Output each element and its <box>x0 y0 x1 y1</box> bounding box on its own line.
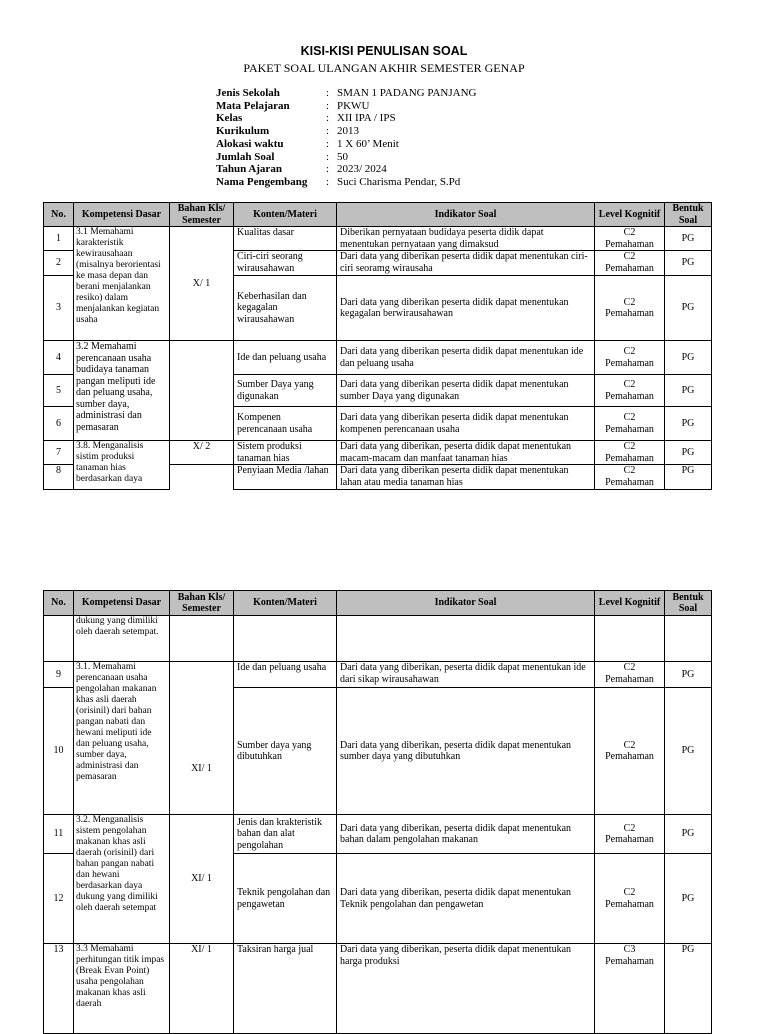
info-row <box>216 87 476 100</box>
indikator-cell: Dari data yang diberikan peserta didik dapat menentukan lahan atau media tanaman hias <box>337 465 595 490</box>
column-header-indikator: Indikator Soal <box>337 591 595 616</box>
info-colon: : <box>326 137 330 150</box>
kd-cell: 3.1. Memahami perencanaan usaha pengolahan makanan khas asli daerah (orisinil) dari bahan pangan nabati dan hewani meliputi ide dan peluang usaha, sumber daya, administrasi dan pemasaran <box>74 662 170 815</box>
kd-cell: 3.8. Menganalisis sistim produksi tanaman hias berdasarkan daya <box>74 441 170 490</box>
info-colon: : <box>326 87 330 99</box>
indikator-cell: Dari data yang diberikan peserta didik dapat menentukan kompenen perencanaan usaha <box>337 407 595 441</box>
row-number: 5 <box>44 375 74 407</box>
row-number: 13 <box>44 944 74 1034</box>
kd-cell: 3.1 Memahami karakteristik kewirausahaan (misalnya berorientasi ke masa depan dan berani menjalankan resiko) dalam menjalankan kegiatan usaha <box>74 227 170 341</box>
row-number: 9 <box>44 662 74 688</box>
indikator-cell: Diberikan pernyataan budidaya peserta didik dapat menentukan pernyataan yang dimaksud <box>337 227 595 251</box>
table-row <box>44 944 712 1034</box>
level-cell <box>595 616 665 662</box>
indikator-cell: Dari data yang diberikan, peserta didik dapat menentukan macam-macam dan manfaat tanaman hias <box>337 441 595 465</box>
info-row <box>216 163 476 176</box>
identity-block <box>216 87 476 189</box>
konten-cell: Ide dan peluang usaha <box>234 341 337 375</box>
row-number: 12 <box>44 854 74 944</box>
level-cell: C2 Pemahaman <box>595 227 665 251</box>
column-header-indikator: Indikator Soal <box>337 203 595 227</box>
indikator-cell: Dari data yang diberikan peserta didik dapat menentukan ide dan peluang usaha <box>337 341 595 375</box>
info-value: SMAN 1 PADANG PANJANG <box>337 87 477 99</box>
info-value: XII IPA / IPS <box>337 112 396 125</box>
column-header-bentuk: Bentuk Soal <box>665 591 712 616</box>
bentuk-cell: PG <box>665 375 712 407</box>
konten-cell: Sistem produksi tanaman hias <box>234 441 337 465</box>
table-row <box>44 441 712 465</box>
bahan-cell: X/ 1 <box>170 227 234 341</box>
row-number: 1 <box>44 227 74 251</box>
info-label: Alokasi waktu <box>216 137 284 150</box>
info-colon: : <box>326 163 330 176</box>
konten-cell: Ide dan peluang usaha <box>234 662 337 688</box>
konten-cell: Sumber daya yang dibutuhkan <box>234 688 337 815</box>
indikator-cell <box>337 616 595 662</box>
info-colon: : <box>326 125 330 138</box>
table-row <box>44 815 712 854</box>
bentuk-cell: PG <box>665 465 712 490</box>
info-colon: : <box>326 112 330 125</box>
bahan-cell <box>170 465 234 490</box>
level-cell: C2 Pemahaman <box>595 375 665 407</box>
info-colon: : <box>326 99 330 112</box>
level-cell: C2 Pemahaman <box>595 341 665 375</box>
row-number: 4 <box>44 341 74 375</box>
column-header-kd: Kompetensi Dasar <box>74 591 170 616</box>
row-number: 11 <box>44 815 74 854</box>
column-header-bahan: Bahan Kls/ Semester <box>170 591 234 616</box>
level-cell: C2 Pemahaman <box>595 854 665 944</box>
column-header-konten: Konten/Materi <box>234 591 337 616</box>
info-row <box>216 100 476 113</box>
bentuk-cell: PG <box>665 815 712 854</box>
info-row <box>216 176 476 189</box>
bentuk-cell: PG <box>665 854 712 944</box>
row-number: 2 <box>44 251 74 276</box>
indikator-cell: Dari data yang diberikan peserta didik dapat menentukan kegagalan berwirausahawan <box>337 276 595 341</box>
grid-table-page-1 <box>43 202 712 490</box>
column-header-no: No. <box>44 203 74 227</box>
konten-cell: Kualitas dasar <box>234 227 337 251</box>
info-label: Nama Pengembang <box>216 175 308 188</box>
bahan-cell: XI/ 1 <box>170 662 234 815</box>
table-row <box>44 227 712 251</box>
column-header-no: No. <box>44 591 74 616</box>
konten-cell: Kompenen perencanaan usaha <box>234 407 337 441</box>
bentuk-cell: PG <box>665 227 712 251</box>
column-header-bentuk: Bentuk Soal <box>665 203 712 227</box>
row-number: 6 <box>44 407 74 441</box>
info-value: 1 X 60’ Menit <box>337 137 399 150</box>
info-label: Jenis Sekolah <box>216 87 280 99</box>
indikator-cell: Dari data yang diberikan, peserta didik dapat menentukan Teknik pengolahan dan pengawetan <box>337 854 595 944</box>
indikator-cell: Dari data yang diberikan peserta didik dapat menentukan ciri-ciri seoramg wirausaha <box>337 251 595 276</box>
document-subtitle: PAKET SOAL ULANGAN AKHIR SEMESTER GENAP <box>243 61 525 75</box>
info-label: Kelas <box>216 112 243 125</box>
table-header-row <box>44 591 712 616</box>
indikator-cell: Dari data yang diberikan, peserta didik dapat menentukan bahan dalam pengolahan makanan <box>337 815 595 854</box>
info-value: 2023/ 2024 <box>337 163 387 176</box>
level-cell: C2 Pemahaman <box>595 688 665 815</box>
level-cell: C2 Pemahaman <box>595 276 665 341</box>
level-cell: C2 Pemahaman <box>595 465 665 490</box>
bentuk-cell <box>665 616 712 662</box>
row-number <box>44 616 74 662</box>
info-value: Suci Charisma Pendar, S.Pd <box>337 175 461 188</box>
konten-cell <box>234 616 337 662</box>
info-row <box>216 112 476 125</box>
kd-cell: 3.2. Menganalisis sistem pengolahan makanan khas asli daerah (orisinil) dari bahan pangan nabati dan hewani berdasarkan daya dukung yang dimiliki oleh daerah setempat <box>74 815 170 944</box>
info-value: 50 <box>337 150 348 163</box>
bentuk-cell: PG <box>665 662 712 688</box>
info-label: Mata Pelajaran <box>216 99 290 112</box>
konten-cell: Teknik pengolahan dan pengawetan <box>234 854 337 944</box>
table-row-continuation <box>44 616 712 662</box>
level-cell: C2 Pemahaman <box>595 662 665 688</box>
column-header-bahan: Bahan Kls/ Semester <box>170 203 234 227</box>
level-cell: C2 Pemahaman <box>595 251 665 276</box>
info-label: Tahun Ajaran <box>216 163 282 176</box>
row-number: 7 <box>44 441 74 465</box>
column-header-konten: Konten/Materi <box>234 203 337 227</box>
table-row <box>44 341 712 375</box>
bentuk-cell: PG <box>665 341 712 375</box>
bahan-cell <box>170 616 234 662</box>
info-colon: : <box>326 150 330 163</box>
level-cell: C2 Pemahaman <box>595 407 665 441</box>
konten-cell: Penyiaan Media /lahan <box>234 465 337 490</box>
bentuk-cell: PG <box>665 441 712 465</box>
bentuk-cell: PG <box>665 251 712 276</box>
level-cell: C2 Pemahaman <box>595 441 665 465</box>
kd-cell: dukung yang dimiliki oleh daerah setempat. <box>74 616 170 662</box>
table-row <box>44 662 712 688</box>
indikator-cell: Dari data yang diberikan, peserta didik dapat menentukan ide dari sikap wirausahawan <box>337 662 595 688</box>
konten-cell: Ciri-ciri seorang wirausahawan <box>234 251 337 276</box>
grid-table-page-2 <box>43 590 712 1034</box>
bentuk-cell: PG <box>665 944 712 1034</box>
document-title: KISI-KISI PENULISAN SOAL <box>300 44 468 58</box>
info-value: PKWU <box>337 99 370 112</box>
row-number: 3 <box>44 276 74 341</box>
bentuk-cell: PG <box>665 407 712 441</box>
level-cell: C3 Pemahaman <box>595 944 665 1034</box>
bahan-cell: XI/ 1 <box>170 815 234 944</box>
indikator-cell: Dari data yang diberikan peserta didik dapat menentukan sumber Daya yang digunakan <box>337 375 595 407</box>
kd-cell: 3.3 Memahami perhitungan titik impas (Break Evan Point) usaha pengolahan makanan khas asli daerah <box>74 944 170 1034</box>
info-row <box>216 125 476 138</box>
info-row <box>216 138 476 151</box>
column-header-level: Level Kognitif <box>595 203 665 227</box>
row-number: 10 <box>44 688 74 815</box>
row-number: 8 <box>44 465 74 490</box>
konten-cell: Jenis dan krakteristik bahan dan alat pengolahan <box>234 815 337 854</box>
info-row <box>216 151 476 164</box>
bentuk-cell: PG <box>665 688 712 815</box>
indikator-cell: Dari data yang diberikan, peserta didik dapat menentukan harga produksi <box>337 944 595 1034</box>
konten-cell: Sumber Daya yang digunakan <box>234 375 337 407</box>
column-header-kd: Kompetensi Dasar <box>74 203 170 227</box>
level-cell: C2 Pemahaman <box>595 815 665 854</box>
bentuk-cell: PG <box>665 276 712 341</box>
info-label: Kurikulum <box>216 125 270 138</box>
info-label: Jumlah Soal <box>216 150 275 163</box>
konten-cell: Keberhasilan dan kegagalan wirausahawan <box>234 276 337 341</box>
kd-cell: 3.2 Memahami perencanaan usaha budidaya tanaman pangan meliputi ide dan peluang usaha, sumber daya, administrasi dan pemasaran <box>74 341 170 441</box>
bahan-cell <box>170 341 234 441</box>
column-header-level: Level Kognitif <box>595 591 665 616</box>
bahan-cell: XI/ 1 <box>170 944 234 1034</box>
info-colon: : <box>326 175 330 188</box>
info-value: 2013 <box>337 125 359 138</box>
bahan-cell: X/ 2 <box>170 441 234 465</box>
table-header-row <box>44 203 712 227</box>
konten-cell: Taksiran harga jual <box>234 944 337 1034</box>
indikator-cell: Dari data yang diberikan, peserta didik dapat menentukan sumber daya yang dibutuhkan <box>337 688 595 815</box>
